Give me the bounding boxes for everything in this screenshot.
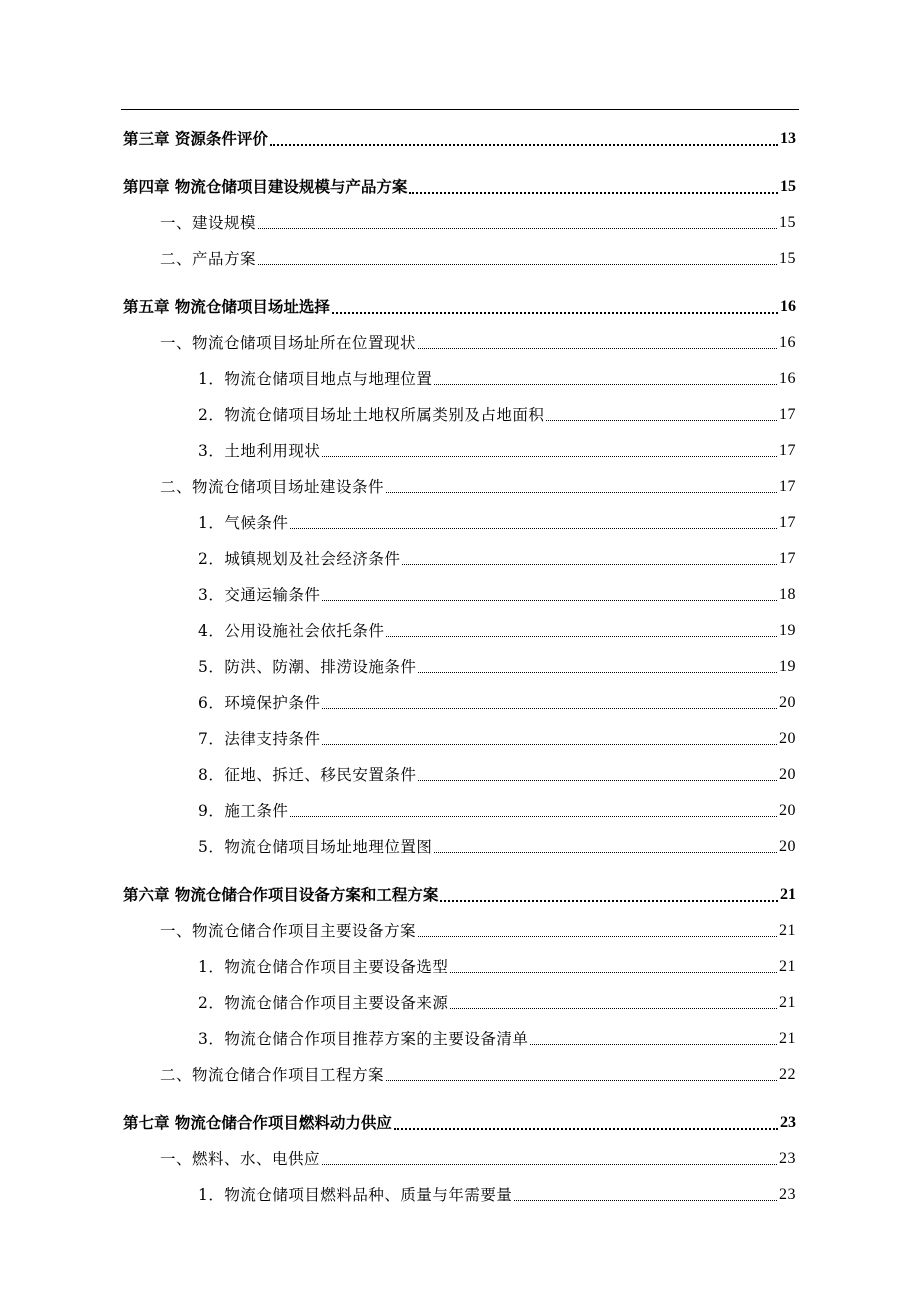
dot-leader bbox=[440, 900, 778, 902]
toc-entry-page: 17 bbox=[779, 478, 796, 495]
toc-entry[interactable] bbox=[198, 403, 796, 427]
toc-entry-title: 1．物流仓储项目燃料品种、质量与年需要量 bbox=[198, 1186, 513, 1204]
toc-entry[interactable] bbox=[198, 1027, 796, 1051]
toc-entry-title: 3．交通运输条件 bbox=[198, 586, 321, 604]
toc-entry-page: 20 bbox=[779, 766, 796, 783]
dot-leader bbox=[418, 780, 777, 781]
toc-entry-title: 5．防洪、防潮、排涝设施条件 bbox=[198, 658, 417, 676]
toc-entry[interactable] bbox=[198, 367, 796, 391]
dot-leader bbox=[322, 744, 777, 745]
toc-entry-page: 19 bbox=[779, 658, 796, 675]
toc-entry-page: 13 bbox=[780, 130, 796, 147]
toc-entry-title: 第三章 资源条件评价 bbox=[123, 129, 268, 148]
toc-entry-title: 第七章 物流仓储合作项目燃料动力供应 bbox=[123, 1113, 392, 1132]
toc-entry-title: 1．物流仓储项目地点与地理位置 bbox=[198, 370, 433, 388]
toc-entry-title: 8．征地、拆迁、移民安置条件 bbox=[198, 766, 417, 784]
dot-leader bbox=[322, 600, 777, 601]
toc-entry-title: 第五章 物流仓储项目场址选择 bbox=[123, 297, 330, 316]
toc-entry-title: 2．城镇规划及社会经济条件 bbox=[198, 550, 401, 568]
toc-entry[interactable] bbox=[160, 331, 796, 355]
dot-leader bbox=[258, 264, 777, 265]
toc-entry-title: 3．物流仓储合作项目推荐方案的主要设备清单 bbox=[198, 1030, 529, 1048]
toc-entry[interactable] bbox=[198, 619, 796, 643]
toc-entry[interactable] bbox=[198, 583, 796, 607]
toc-entry[interactable] bbox=[198, 511, 796, 535]
toc-entry-page: 21 bbox=[779, 994, 796, 1011]
toc-entry-page: 17 bbox=[779, 442, 796, 459]
dot-leader bbox=[402, 564, 777, 565]
toc-entry[interactable] bbox=[123, 127, 796, 151]
dot-leader bbox=[386, 636, 777, 637]
dot-leader bbox=[394, 1128, 778, 1130]
toc-entry-title: 二、物流仓储合作项目工程方案 bbox=[160, 1066, 385, 1084]
toc-entry-title: 2．物流仓储合作项目主要设备来源 bbox=[198, 994, 449, 1012]
dot-leader bbox=[290, 816, 777, 817]
dot-leader bbox=[530, 1044, 777, 1045]
toc-entry-page: 21 bbox=[779, 1030, 796, 1047]
toc-entry[interactable] bbox=[160, 475, 796, 499]
toc-entry[interactable] bbox=[160, 247, 796, 271]
dot-leader bbox=[450, 1008, 777, 1009]
toc-entry-page: 16 bbox=[780, 298, 796, 315]
dot-leader bbox=[258, 228, 777, 229]
dot-leader bbox=[386, 492, 777, 493]
toc-entry-page: 21 bbox=[779, 922, 796, 939]
toc-entry-title: 1．气候条件 bbox=[198, 514, 289, 532]
toc-entry-title: 二、产品方案 bbox=[160, 250, 257, 268]
header-rule bbox=[121, 109, 799, 110]
toc-entry-title: 9．施工条件 bbox=[198, 802, 289, 820]
toc-entry-title: 一、燃料、水、电供应 bbox=[160, 1150, 321, 1168]
toc-entry-title: 2．物流仓储项目场址土地权所属类别及占地面积 bbox=[198, 406, 545, 424]
toc-entry[interactable] bbox=[198, 763, 796, 787]
toc-entry[interactable] bbox=[123, 883, 796, 907]
toc-entry[interactable] bbox=[198, 547, 796, 571]
toc-entry-page: 17 bbox=[779, 550, 796, 567]
toc-entry[interactable] bbox=[198, 991, 796, 1015]
dot-leader bbox=[418, 672, 777, 673]
toc-entry-page: 15 bbox=[780, 178, 796, 195]
toc-entry[interactable] bbox=[123, 1111, 796, 1135]
toc-entry-page: 16 bbox=[779, 370, 796, 387]
toc-entry-title: 7．法律支持条件 bbox=[198, 730, 321, 748]
dot-leader bbox=[418, 348, 777, 349]
dot-leader bbox=[434, 852, 777, 853]
toc-entry-page: 17 bbox=[779, 514, 796, 531]
toc-entry[interactable] bbox=[198, 1183, 796, 1207]
dot-leader bbox=[322, 1164, 777, 1165]
toc-entry-title: 6．环境保护条件 bbox=[198, 694, 321, 712]
toc-entry-page: 22 bbox=[779, 1066, 796, 1083]
toc-entry[interactable] bbox=[160, 1063, 796, 1087]
dot-leader bbox=[409, 192, 778, 194]
toc-entry[interactable] bbox=[198, 439, 796, 463]
toc-entry-page: 21 bbox=[779, 958, 796, 975]
toc-entry-page: 20 bbox=[779, 802, 796, 819]
toc-entry-page: 20 bbox=[779, 694, 796, 711]
toc-entry-title: 一、建设规模 bbox=[160, 214, 257, 232]
toc-entry-page: 23 bbox=[780, 1114, 796, 1131]
dot-leader bbox=[322, 456, 777, 457]
toc-entry[interactable] bbox=[198, 955, 796, 979]
dot-leader bbox=[270, 144, 778, 146]
toc-entry-page: 23 bbox=[779, 1150, 796, 1167]
toc-entry-title: 4．公用设施社会依托条件 bbox=[198, 622, 385, 640]
dot-leader bbox=[332, 312, 778, 314]
toc-entry[interactable] bbox=[160, 211, 796, 235]
toc-entry-title: 一、物流仓储项目场址所在位置现状 bbox=[160, 334, 417, 352]
dot-leader bbox=[418, 936, 777, 937]
toc-entry-page: 20 bbox=[779, 838, 796, 855]
dot-leader bbox=[322, 708, 777, 709]
dot-leader bbox=[546, 420, 777, 421]
toc-entry-page: 15 bbox=[779, 250, 796, 267]
toc-entry[interactable] bbox=[123, 295, 796, 319]
toc-entry-page: 19 bbox=[779, 622, 796, 639]
dot-leader bbox=[514, 1200, 777, 1201]
toc-entry-title: 1．物流仓储合作项目主要设备选型 bbox=[198, 958, 449, 976]
toc-entry[interactable] bbox=[198, 691, 796, 715]
toc-entry-title: 第四章 物流仓储项目建设规模与产品方案 bbox=[123, 177, 408, 196]
toc-entry-title: 一、物流仓储合作项目主要设备方案 bbox=[160, 922, 417, 940]
toc-entry[interactable] bbox=[198, 835, 796, 859]
toc-entry-page: 20 bbox=[779, 730, 796, 747]
toc-entry[interactable] bbox=[123, 175, 796, 199]
toc-entry-title: 第六章 物流仓储合作项目设备方案和工程方案 bbox=[123, 885, 439, 904]
dot-leader bbox=[386, 1080, 777, 1081]
toc-entry[interactable] bbox=[160, 919, 796, 943]
toc-entry[interactable] bbox=[198, 655, 796, 679]
toc-entry-page: 18 bbox=[779, 586, 796, 603]
toc-entry[interactable] bbox=[198, 727, 796, 751]
toc-entry-page: 17 bbox=[779, 406, 796, 423]
toc-entry-title: 3．土地利用现状 bbox=[198, 442, 321, 460]
dot-leader bbox=[450, 972, 777, 973]
toc-entry-title: 二、物流仓储项目场址建设条件 bbox=[160, 478, 385, 496]
toc-entry[interactable] bbox=[160, 1147, 796, 1171]
dot-leader bbox=[290, 528, 777, 529]
toc-entry-page: 21 bbox=[780, 886, 796, 903]
toc-entry-page: 16 bbox=[779, 334, 796, 351]
dot-leader bbox=[434, 384, 777, 385]
toc-entry-page: 15 bbox=[779, 214, 796, 231]
toc-entry-title: 5．物流仓储项目场址地理位置图 bbox=[198, 838, 433, 856]
toc-entry[interactable] bbox=[198, 799, 796, 823]
toc-entry-page: 23 bbox=[779, 1186, 796, 1203]
